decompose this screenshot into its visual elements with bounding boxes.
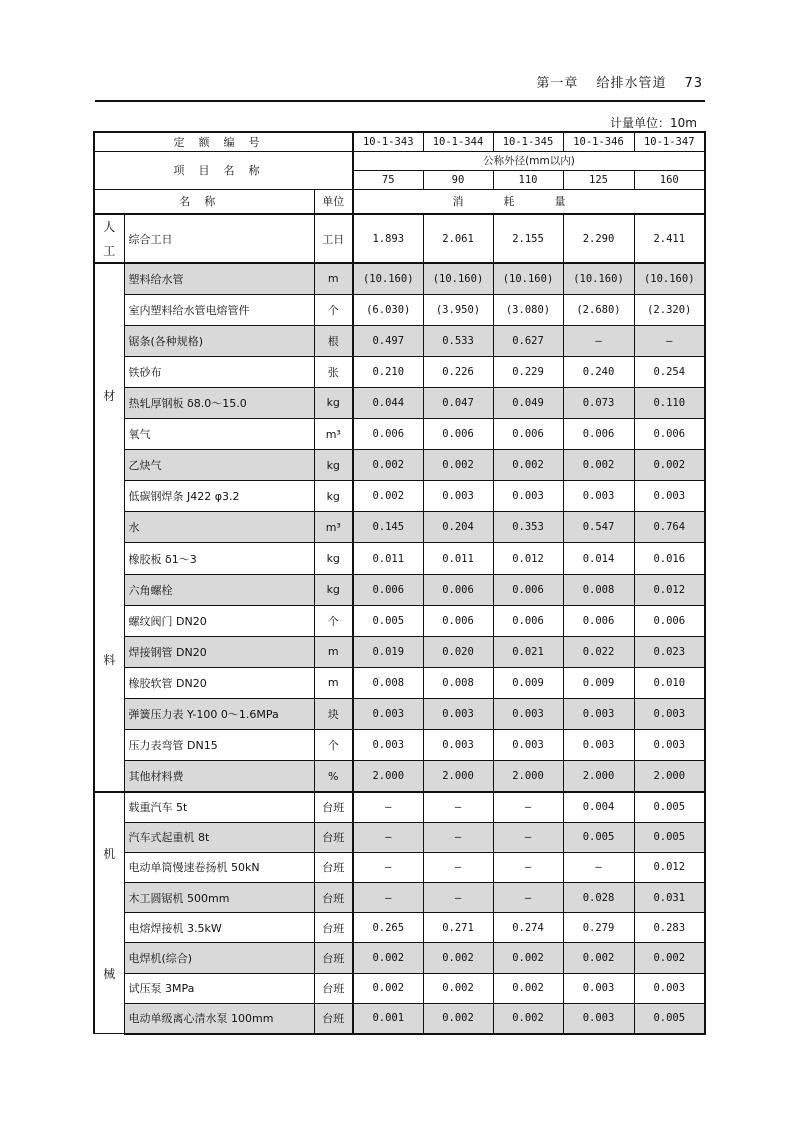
value-cell: 0.229	[493, 356, 563, 387]
item-name: 弹簧压力表 Y-100 0～1.6MPa	[124, 699, 314, 730]
category-material-char: 材	[103, 389, 116, 404]
value-cell: 0.226	[423, 356, 493, 387]
diameter-cell: 90	[423, 170, 493, 189]
value-cell: 0.002	[423, 1003, 493, 1033]
item-unit: 台班	[314, 943, 353, 973]
value-cell: 0.003	[634, 730, 705, 761]
page-header	[0, 72, 703, 91]
item-unit: 台班	[314, 822, 353, 852]
item-unit: 台班	[314, 852, 353, 882]
code-cell: 10-1-347	[634, 132, 705, 151]
value-cell: 0.005	[353, 605, 423, 636]
value-cell: 0.110	[634, 387, 705, 418]
value-cell: 0.006	[423, 574, 493, 605]
item-name: 焊接钢管 DN20	[124, 636, 314, 667]
value-cell: 0.003	[353, 699, 423, 730]
value-cell: 0.023	[634, 636, 705, 667]
column-header-row	[94, 189, 705, 214]
table-row	[94, 325, 705, 356]
value-cell: (6.030)	[353, 294, 423, 325]
value-cell: 0.005	[634, 792, 705, 822]
value-cell: 0.002	[353, 450, 423, 481]
value-cell: 0.028	[563, 883, 634, 913]
item-unit: 台班	[314, 973, 353, 1003]
value-cell: (2.320)	[634, 294, 705, 325]
item-name: 室内塑料给水管电熔管件	[124, 294, 314, 325]
value-cell: 0.002	[423, 943, 493, 973]
value-cell: 0.274	[493, 913, 563, 943]
value-cell: 2.000	[634, 761, 705, 792]
value-cell: —	[423, 792, 493, 822]
value-cell: 2.000	[563, 761, 634, 792]
table-row	[94, 387, 705, 418]
value-cell: 0.002	[563, 943, 634, 973]
value-cell: 0.012	[493, 543, 563, 574]
diameter-cell: 75	[353, 170, 423, 189]
value-cell: 0.265	[353, 913, 423, 943]
diameter-cell: 160	[634, 170, 705, 189]
table-row	[94, 883, 705, 913]
code-row	[94, 132, 705, 151]
item-unit: m³	[314, 419, 353, 450]
value-cell: (10.160)	[423, 263, 493, 294]
spec-row	[94, 151, 705, 170]
item-unit: %	[314, 761, 353, 792]
value-cell: 0.006	[493, 419, 563, 450]
item-name: 六角螺栓	[124, 574, 314, 605]
item-name: 综合工日	[124, 214, 314, 263]
table-row	[94, 1003, 705, 1033]
item-name: 水	[124, 512, 314, 543]
item-name: 木工圆锯机 500mm	[124, 883, 314, 913]
table-row	[94, 263, 705, 294]
table-row	[94, 512, 705, 543]
value-cell: 0.006	[563, 605, 634, 636]
item-unit: 台班	[314, 792, 353, 822]
code-cell: 10-1-345	[493, 132, 563, 151]
table-row	[94, 636, 705, 667]
value-cell: 0.008	[423, 667, 493, 698]
value-cell: 2.000	[423, 761, 493, 792]
value-cell: (10.160)	[493, 263, 563, 294]
item-unit: 台班	[314, 913, 353, 943]
value-cell: 0.003	[563, 973, 634, 1003]
item-unit: kg	[314, 574, 353, 605]
value-cell: 0.003	[423, 699, 493, 730]
value-cell: 0.006	[353, 574, 423, 605]
category-material-char: 料	[103, 652, 116, 667]
value-cell: 0.006	[563, 419, 634, 450]
value-cell: 0.002	[353, 943, 423, 973]
item-unit: kg	[314, 543, 353, 574]
diameter-cell: 125	[563, 170, 634, 189]
value-cell: 0.031	[634, 883, 705, 913]
value-cell: 0.011	[423, 543, 493, 574]
item-name: 电动单筒慢速卷扬机 50kN	[124, 852, 314, 882]
value-cell: 0.006	[423, 419, 493, 450]
value-cell: 0.004	[563, 792, 634, 822]
value-cell: 0.011	[353, 543, 423, 574]
value-cell: (2.680)	[563, 294, 634, 325]
item-name: 氧气	[124, 419, 314, 450]
table-row	[94, 792, 705, 822]
value-cell: 0.002	[423, 973, 493, 1003]
item-unit: m	[314, 667, 353, 698]
value-cell: 0.006	[493, 574, 563, 605]
value-cell: 1.893	[353, 214, 423, 263]
item-name: 热轧厚钢板 δ8.0～15.0	[124, 387, 314, 418]
value-cell: 0.008	[563, 574, 634, 605]
header-rule	[95, 100, 705, 102]
value-cell: 0.049	[493, 387, 563, 418]
value-cell: 0.021	[493, 636, 563, 667]
value-cell: —	[353, 792, 423, 822]
value-cell: 0.003	[493, 730, 563, 761]
item-name: 电动单级离心清水泵 100mm	[124, 1003, 314, 1033]
item-unit: kg	[314, 450, 353, 481]
item-unit: 个	[314, 605, 353, 636]
table-row	[94, 943, 705, 973]
category-labor-char: 人	[103, 220, 116, 235]
item-name: 乙炔气	[124, 450, 314, 481]
item-unit: kg	[314, 481, 353, 512]
value-cell: —	[563, 325, 634, 356]
table-row	[94, 667, 705, 698]
value-cell: —	[563, 852, 634, 882]
item-name: 汽车式起重机 8t	[124, 822, 314, 852]
category-labor	[94, 214, 124, 263]
table-row	[94, 294, 705, 325]
value-cell: 0.005	[634, 1003, 705, 1033]
item-unit: 根	[314, 325, 353, 356]
item-unit: m³	[314, 512, 353, 543]
value-cell: 0.003	[634, 973, 705, 1003]
value-cell: 2.000	[353, 761, 423, 792]
value-cell: —	[423, 822, 493, 852]
value-cell: 0.012	[634, 852, 705, 882]
item-unit: m	[314, 636, 353, 667]
value-cell: 0.008	[353, 667, 423, 698]
table-row	[94, 852, 705, 882]
value-cell: 0.283	[634, 913, 705, 943]
item-name: 载重汽车 5t	[124, 792, 314, 822]
value-cell: 0.497	[353, 325, 423, 356]
value-cell: 0.002	[493, 943, 563, 973]
value-cell: 0.210	[353, 356, 423, 387]
value-cell: (3.080)	[493, 294, 563, 325]
value-cell: 0.003	[563, 1003, 634, 1033]
code-label: 定额编号	[94, 132, 353, 151]
category-machine-char: 机	[103, 846, 116, 861]
item-unit: 个	[314, 294, 353, 325]
name-column-header: 名称	[94, 189, 314, 214]
table-row	[94, 761, 705, 792]
value-cell: —	[423, 883, 493, 913]
value-cell: —	[493, 852, 563, 882]
value-cell: 0.001	[353, 1003, 423, 1033]
code-cell: 10-1-344	[423, 132, 493, 151]
value-cell: 0.003	[493, 699, 563, 730]
value-cell: 0.006	[353, 419, 423, 450]
value-cell: 0.002	[634, 450, 705, 481]
value-cell: 0.016	[634, 543, 705, 574]
value-cell: 0.002	[493, 973, 563, 1003]
value-cell: (3.950)	[423, 294, 493, 325]
value-cell: 0.002	[353, 973, 423, 1003]
value-cell: —	[493, 792, 563, 822]
value-cell: 0.003	[563, 481, 634, 512]
value-cell: 0.353	[493, 512, 563, 543]
value-cell: 0.022	[563, 636, 634, 667]
quota-table	[93, 131, 706, 1035]
value-cell: 0.010	[634, 667, 705, 698]
value-cell: 0.254	[634, 356, 705, 387]
spec-label: 公称外径(mm以内)	[353, 151, 705, 170]
item-unit: m	[314, 263, 353, 294]
unit-note: 计量单位：10m	[610, 116, 697, 130]
value-cell: 0.002	[563, 450, 634, 481]
value-cell: —	[634, 325, 705, 356]
item-name: 铁砂布	[124, 356, 314, 387]
value-cell: (10.160)	[563, 263, 634, 294]
value-cell: —	[353, 852, 423, 882]
value-cell: 0.006	[423, 605, 493, 636]
table-row	[94, 419, 705, 450]
value-cell: 0.006	[634, 419, 705, 450]
table-row	[94, 543, 705, 574]
code-cell: 10-1-346	[563, 132, 634, 151]
value-cell: 0.003	[563, 699, 634, 730]
value-cell: 0.003	[423, 481, 493, 512]
category-labor-char: 工	[103, 243, 116, 258]
table-row	[94, 913, 705, 943]
item-label: 项目名称	[94, 151, 353, 189]
value-cell: 0.003	[634, 699, 705, 730]
value-cell: 0.047	[423, 387, 493, 418]
value-cell: 0.009	[563, 667, 634, 698]
page-number: 73	[684, 76, 703, 91]
table-row	[94, 699, 705, 730]
item-name: 压力表弯管 DN15	[124, 730, 314, 761]
value-cell: 0.627	[493, 325, 563, 356]
item-name: 橡胶板 δ1～3	[124, 543, 314, 574]
item-name: 电熔焊接机 3.5kW	[124, 913, 314, 943]
category-machine	[94, 792, 124, 1034]
item-unit: 块	[314, 699, 353, 730]
item-name: 试压泵 3MPa	[124, 973, 314, 1003]
table-row	[94, 730, 705, 761]
item-name: 电焊机(综合)	[124, 943, 314, 973]
value-cell: —	[353, 822, 423, 852]
item-name: 低碳钢焊条 J422 φ3.2	[124, 481, 314, 512]
value-cell: 0.003	[493, 481, 563, 512]
value-cell: 0.014	[563, 543, 634, 574]
item-name: 锯条(各种规格)	[124, 325, 314, 356]
value-cell: 0.006	[634, 605, 705, 636]
diameter-cell: 110	[493, 170, 563, 189]
table-row	[94, 450, 705, 481]
value-cell: 0.003	[353, 730, 423, 761]
value-cell: 0.764	[634, 512, 705, 543]
value-cell: 0.279	[563, 913, 634, 943]
item-name: 其他材料费	[124, 761, 314, 792]
value-cell: 0.020	[423, 636, 493, 667]
value-cell: 0.002	[493, 1003, 563, 1033]
value-cell: 2.290	[563, 214, 634, 263]
value-cell: —	[423, 852, 493, 882]
value-cell: 2.411	[634, 214, 705, 263]
value-cell: (10.160)	[634, 263, 705, 294]
item-name: 橡胶软管 DN20	[124, 667, 314, 698]
value-cell: 0.533	[423, 325, 493, 356]
item-unit: 个	[314, 730, 353, 761]
value-cell: 2.155	[493, 214, 563, 263]
value-cell: 0.002	[353, 481, 423, 512]
value-cell: —	[493, 883, 563, 913]
value-cell: 0.003	[563, 730, 634, 761]
value-cell: 0.145	[353, 512, 423, 543]
table-row	[94, 605, 705, 636]
value-cell: 0.547	[563, 512, 634, 543]
item-name: 塑料给水管	[124, 263, 314, 294]
value-cell: 2.000	[493, 761, 563, 792]
value-cell: —	[353, 883, 423, 913]
value-cell: 0.204	[423, 512, 493, 543]
table-row	[94, 822, 705, 852]
value-cell: (10.160)	[353, 263, 423, 294]
chapter-title: 给排水管道	[596, 76, 667, 91]
value-cell: 0.006	[493, 605, 563, 636]
item-unit: kg	[314, 387, 353, 418]
table-row	[94, 481, 705, 512]
value-cell: 0.073	[563, 387, 634, 418]
value-cell: 2.061	[423, 214, 493, 263]
category-machine-char: 械	[103, 966, 116, 981]
unit-column-header: 单位	[314, 189, 353, 214]
item-unit: 张	[314, 356, 353, 387]
item-unit: 台班	[314, 1003, 353, 1033]
table-row	[94, 973, 705, 1003]
value-cell: 0.240	[563, 356, 634, 387]
code-cell: 10-1-343	[353, 132, 423, 151]
value-cell: —	[493, 822, 563, 852]
value-cell: 0.002	[634, 943, 705, 973]
table-row	[94, 574, 705, 605]
value-cell: 0.002	[423, 450, 493, 481]
value-cell: 0.271	[423, 913, 493, 943]
value-cell: 0.002	[493, 450, 563, 481]
value-cell: 0.003	[634, 481, 705, 512]
value-cell: 0.009	[493, 667, 563, 698]
consumption-header: 消耗量	[353, 189, 705, 214]
value-cell: 0.019	[353, 636, 423, 667]
item-name: 螺纹阀门 DN20	[124, 605, 314, 636]
item-unit: 台班	[314, 883, 353, 913]
value-cell: 0.044	[353, 387, 423, 418]
chapter-label: 第一章	[536, 76, 579, 91]
category-material	[94, 263, 124, 792]
value-cell: 0.003	[423, 730, 493, 761]
table-row	[94, 356, 705, 387]
value-cell: 0.012	[634, 574, 705, 605]
item-unit: 工日	[314, 214, 353, 263]
value-cell: 0.005	[563, 822, 634, 852]
table-row	[94, 214, 705, 263]
value-cell: 0.005	[634, 822, 705, 852]
